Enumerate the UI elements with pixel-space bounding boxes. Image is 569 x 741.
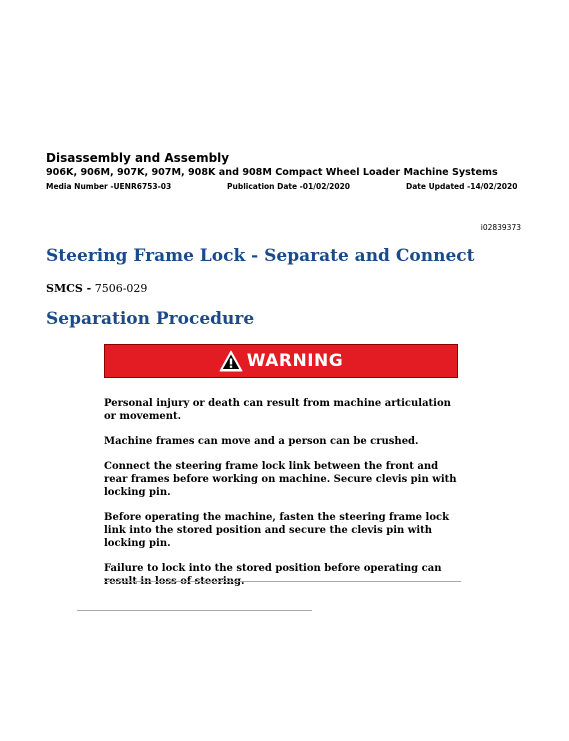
doc-type: Disassembly and Assembly	[46, 151, 230, 165]
warning-paragraph: Before operating the machine, fasten the steering frame lock link into the stored position and secure the clevis pin with locking pin.	[104, 512, 450, 549]
smcs-code: 7506-029	[94, 282, 148, 295]
warning-label: WARNING	[246, 351, 344, 371]
warning-paragraph: Failure to lock into the stored position before operating can result in loss of steering.	[104, 563, 442, 587]
page-title: Steering Frame Lock - Separate and Connect	[46, 246, 475, 266]
models-line: 906K, 906M, 907K, 907M, 908K and 908M Compact Wheel Loader Machine Systems	[46, 167, 498, 178]
media-number: Media Number -UENR6753-03	[46, 182, 172, 191]
section-divider	[77, 610, 312, 611]
document-header	[46, 150, 526, 196]
smcs-label: SMCS -	[46, 282, 92, 295]
warning-paragraph: Machine frames can move and a person can be crushed.	[104, 436, 419, 447]
warning-banner	[104, 344, 458, 378]
date-updated: Date Updated -14/02/2020	[406, 182, 518, 191]
warning-body	[104, 397, 464, 600]
document-id: i02839373	[480, 223, 521, 232]
publication-date: Publication Date -01/02/2020	[227, 182, 351, 191]
warning-paragraph: Personal injury or death can result from machine articulation or movement.	[104, 398, 451, 422]
warning-triangle-icon	[219, 350, 243, 372]
smcs-line	[46, 282, 147, 295]
warning-divider	[104, 581, 461, 582]
meta-row	[46, 182, 526, 196]
warning-paragraph: Connect the steering frame lock link between the front and rear frames before working on machine. Secure clevis pin with locking pin.	[104, 461, 457, 498]
section-title: Separation Procedure	[46, 309, 255, 329]
